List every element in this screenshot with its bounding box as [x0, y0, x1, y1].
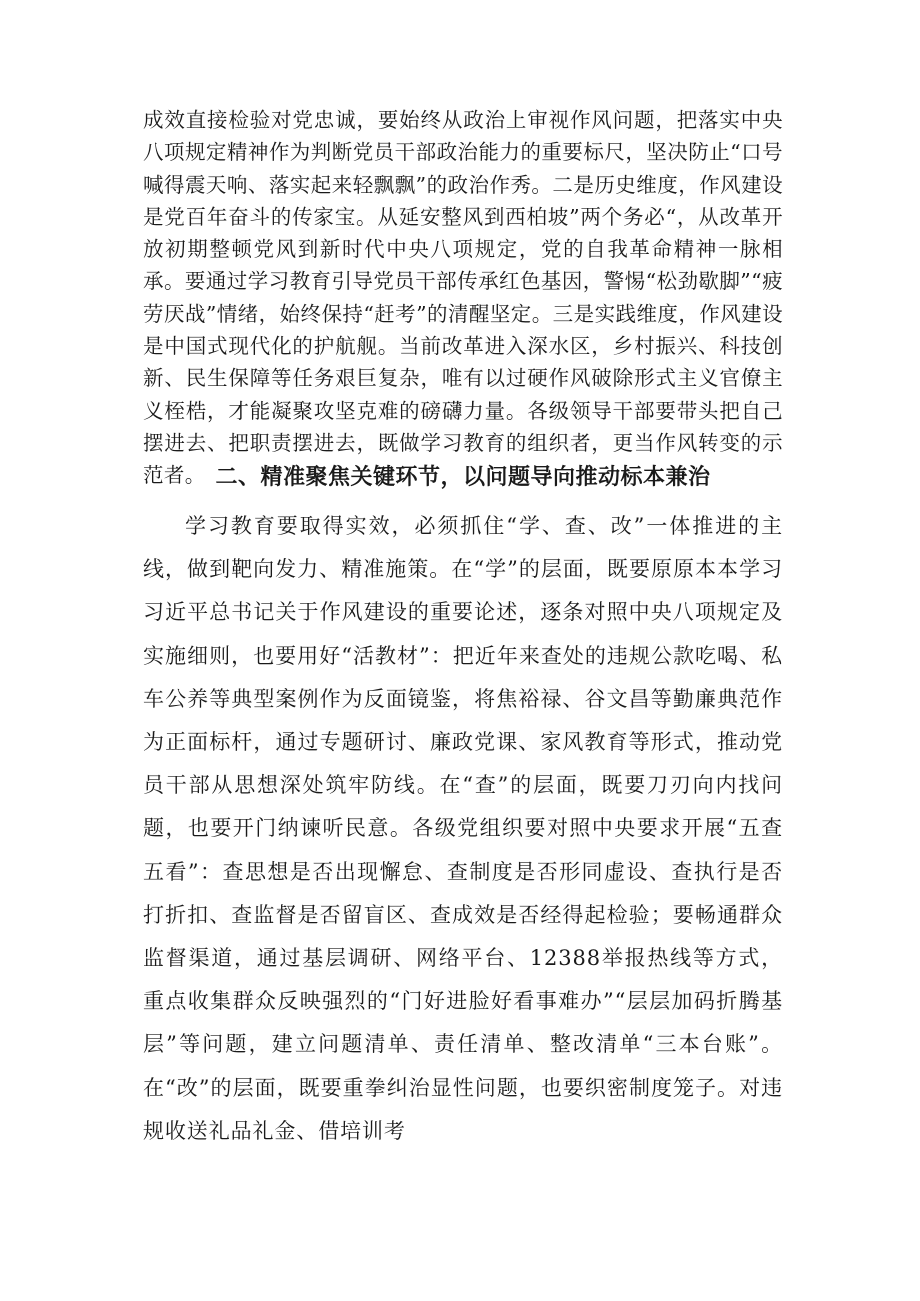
body-paragraph-1: 成效直接检验对党忠诚，要始终从政治上审视作风问题，把落实中央八项规定精神作为判断党员干部政治能力的重要标尺，坚决防止“口号喊得震天响、落实起来轻飘飘”的政治作秀。二是历史维度，作风建设是党百年奋斗的传家宝。从延安整风到西柏坡”两个务必“，从改革开放初期整顿党风到新时代中央八项规定，党的自我革命精神一脉相承。要通过学习教育引导党员干部传承红色基因，警惕“松劲歇脚”“疲劳厌战”情绪，始终保持“赶考”的清醒坚定。三是实践维度，作风建设是中国式现代化的护航舰。当前改革进入深水区，乡村振兴、科技创新、民生保障等任务艰巨复杂，唯有以过硬作风破除形式主义官僚主义桎梏，才能凝聚攻坚克难的磅礴力量。各级领导干部要带头把自己摆进去、把职责摆进去，既做学习教育的组织者，更当作风转变的示范者。	[143, 108, 783, 488]
section-heading: 二、精准聚焦关键环节，以问题导向推动标本兼治	[215, 464, 711, 490]
body-paragraph-2: 学习教育要取得实效，必须抓住“学、查、改”一体推进的主线，做到靶向发力、精准施策。在“学”的层面，既要原原本本学习习近平总书记关于作风建设的重要论述，逐条对照中央八项规定及实施细则，也要用好“活教材”：把近年来查处的违规公款吃喝、私车公养等典型案例作为反面镜鉴，将焦裕禄、谷文昌等勤廉典范作为正面标杆，通过专题研讨、廉政党课、家风教育等形式，推动党员干部从思想深处筑牢防线。在“查”的层面，既要刀刃向内找问题，也要开门纳谏听民意。各级党组织要对照中央要求开展“五查五看”：查思想是否出现懈怠、查制度是否形同虚设、查执行是否打折扣、查监督是否留盲区、查成效是否经得起检验；要畅通群众监督渠道，通过基层调研、网络平台、12388举报热线等方式，重点收集群众反映强烈的“门好进脸好看事难办”“层层加码折腾基层”等问题，建立问题清单、责任清单、整改清单“三本台账”。在“改”的层面，既要重拳纠治显性问题，也要织密制度笼子。对违规收送礼品礼金、借培训考	[143, 514, 783, 1143]
